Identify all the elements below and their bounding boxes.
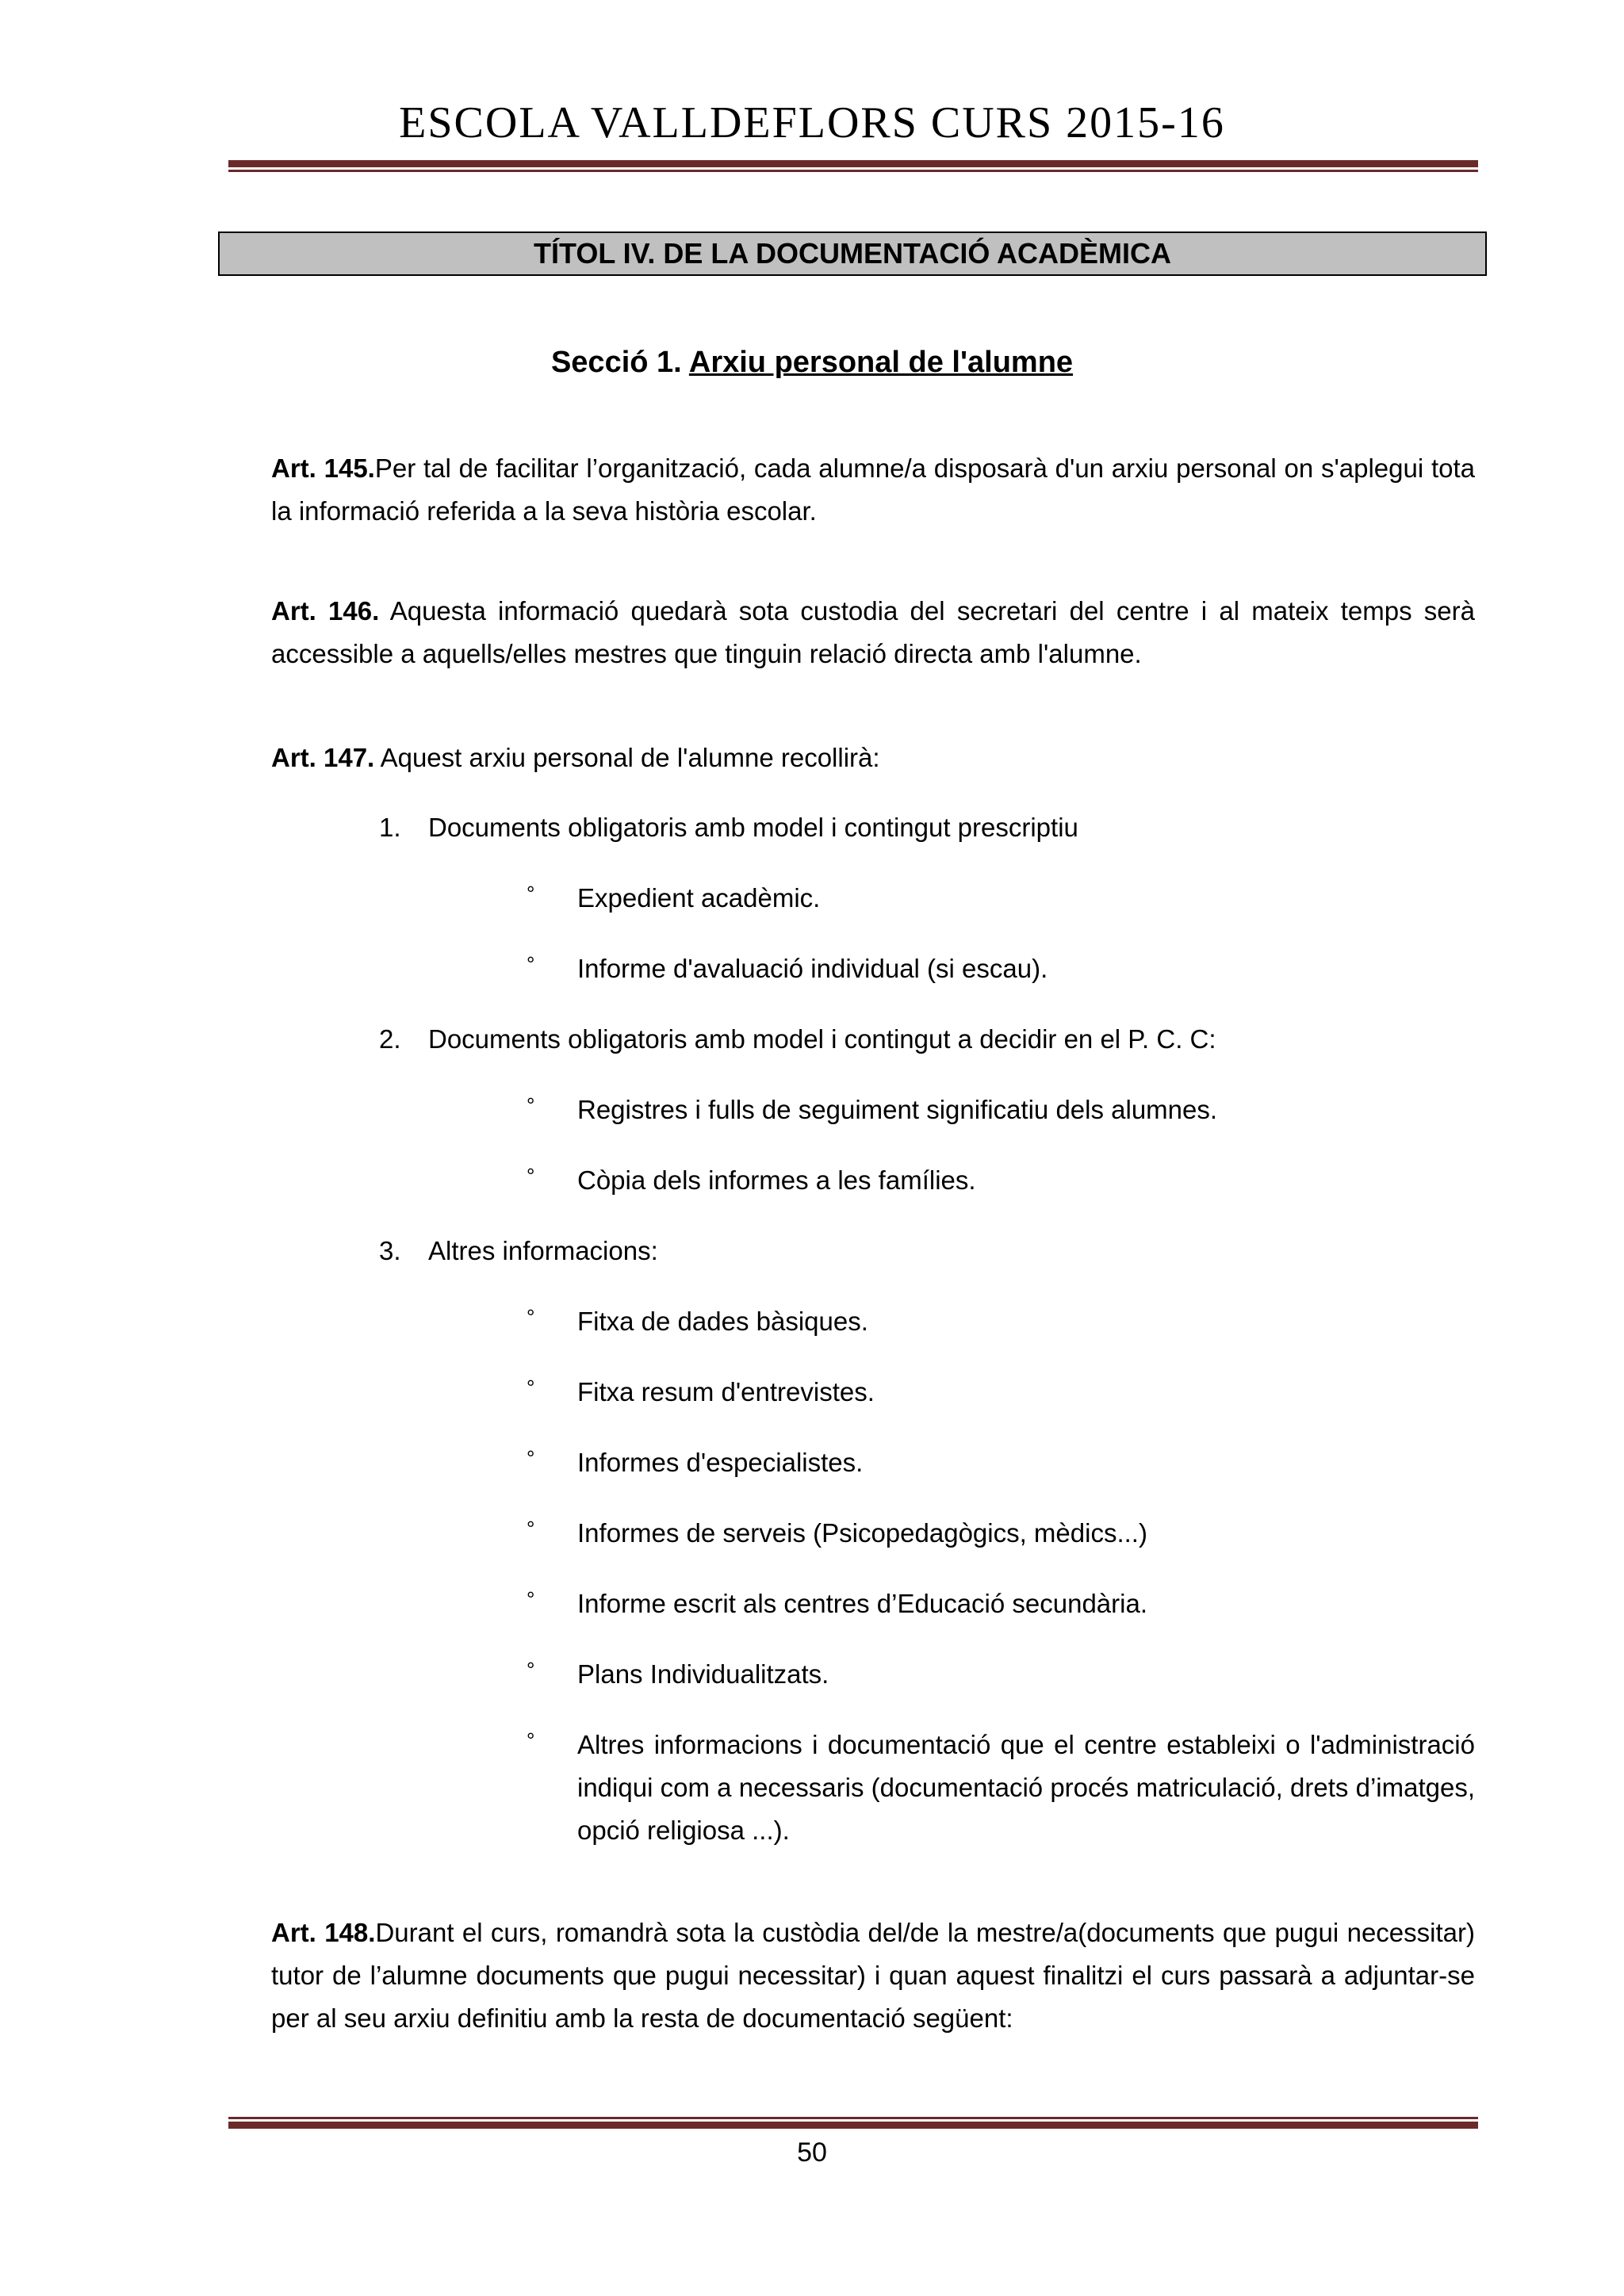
list-text: Altres informacions: xyxy=(428,1236,658,1265)
article-text: Aquest arxiu personal de l'alumne recollirà: xyxy=(374,743,880,772)
article-text: Aquesta informació quedarà sota custodia del secretari del centre i al mateix temps serà accessible a aquells/elles mestres que tinguin relació directa amb l'alumne. xyxy=(271,596,1475,668)
bullet-text: Altres informacions i documentació que el centre estableixi o l'administració indiqui com a necessaris (documentació procés matriculació, drets d’imatges, opció religiosa ...). xyxy=(577,1730,1475,1845)
bullet-text: Fitxa resum d'entrevistes. xyxy=(577,1377,875,1406)
bullet-item xyxy=(527,1300,1475,1343)
bullet-item xyxy=(527,1441,1475,1484)
list-text: Documents obligatoris amb model i contingut a decidir en el P. C. C: xyxy=(428,1024,1216,1054)
article-text: Per tal de facilitar l’organització, cada alumne/a disposarà d'un arxiu personal on s'aplegui tota la informació referida a la seva història escolar. xyxy=(271,453,1475,526)
article-148 xyxy=(271,1911,1475,2040)
section-label: Secció 1. xyxy=(550,346,682,379)
title-box: TÍTOL IV. DE LA DOCUMENTACIÓ ACADÈMICA xyxy=(218,232,1487,276)
list-item-2 xyxy=(379,1018,1216,1061)
bullet-item xyxy=(527,1582,1475,1625)
bullet-icon: ° xyxy=(527,1446,535,1470)
bullet-icon: ° xyxy=(527,882,535,905)
bullet-icon: ° xyxy=(527,1587,535,1611)
bullet-text: Expedient acadèmic. xyxy=(577,883,821,913)
article-label: Art. 145. xyxy=(271,453,375,483)
bullet-icon: ° xyxy=(527,1376,535,1399)
article-145 xyxy=(271,447,1475,533)
footer-rule xyxy=(228,2117,1478,2129)
bullet-text: Plans Individualitzats. xyxy=(577,1659,829,1689)
page-header: ESCOLA VALLDEFLORS CURS 2015-16 xyxy=(399,98,1225,147)
bullet-text: Informe d'avaluació individual (si escau). xyxy=(577,954,1048,983)
bullet-item xyxy=(527,1724,1475,1852)
bullet-icon: ° xyxy=(527,1658,535,1682)
article-label: Art. 146. xyxy=(271,596,380,626)
section-title xyxy=(0,342,1624,382)
bullet-text: Informes de serveis (Psicopedagògics, mèdics...) xyxy=(577,1518,1147,1548)
article-label: Art. 148. xyxy=(271,1918,376,1947)
bullet-icon: ° xyxy=(527,1517,535,1540)
bullet-item xyxy=(527,1371,1475,1414)
bullet-text: Fitxa de dades bàsiques. xyxy=(577,1307,868,1336)
section-name: Arxiu personal de l'alumne xyxy=(688,346,1074,379)
bullet-item xyxy=(527,1089,1475,1131)
list-item-1 xyxy=(379,806,1078,849)
article-label: Art. 147. xyxy=(271,743,375,772)
article-146 xyxy=(271,590,1475,675)
bullet-item xyxy=(527,1653,1475,1696)
bullet-text: Registres i fulls de seguiment significatiu dels alumnes. xyxy=(577,1095,1218,1124)
bullet-item xyxy=(527,1159,1475,1202)
header-rule xyxy=(228,160,1478,172)
bullet-text: Còpia dels informes a les famílies. xyxy=(577,1165,976,1195)
article-text: Durant el curs, romandrà sota la custòdia del/de la mestre/a(documents que pugui necessitar) tutor de l’alumne documents que pugui necessitar) i quan aquest finalitzi el curs passarà a adjuntar-se per al seu arxiu definitiu amb la resta de documentació següent: xyxy=(271,1918,1475,2033)
bullet-icon: ° xyxy=(527,1728,535,1752)
list-number: 2. xyxy=(379,1024,401,1054)
bullet-icon: ° xyxy=(527,1164,535,1188)
page-number: 50 xyxy=(797,2137,827,2168)
bullet-text: Informe escrit als centres d’Educació secundària. xyxy=(577,1589,1148,1618)
article-147 xyxy=(271,737,1475,779)
list-item-3 xyxy=(379,1230,658,1272)
bullet-item xyxy=(527,947,1475,990)
list-number: 3. xyxy=(379,1236,401,1265)
bullet-icon: ° xyxy=(527,1305,535,1329)
bullet-item xyxy=(527,877,1475,920)
list-text: Documents obligatoris amb model i contingut prescriptiu xyxy=(428,813,1078,842)
bullet-icon: ° xyxy=(527,952,535,976)
bullet-text: Informes d'especialistes. xyxy=(577,1448,864,1477)
list-number: 1. xyxy=(379,813,401,842)
bullet-item xyxy=(527,1512,1475,1555)
bullet-icon: ° xyxy=(527,1093,535,1117)
